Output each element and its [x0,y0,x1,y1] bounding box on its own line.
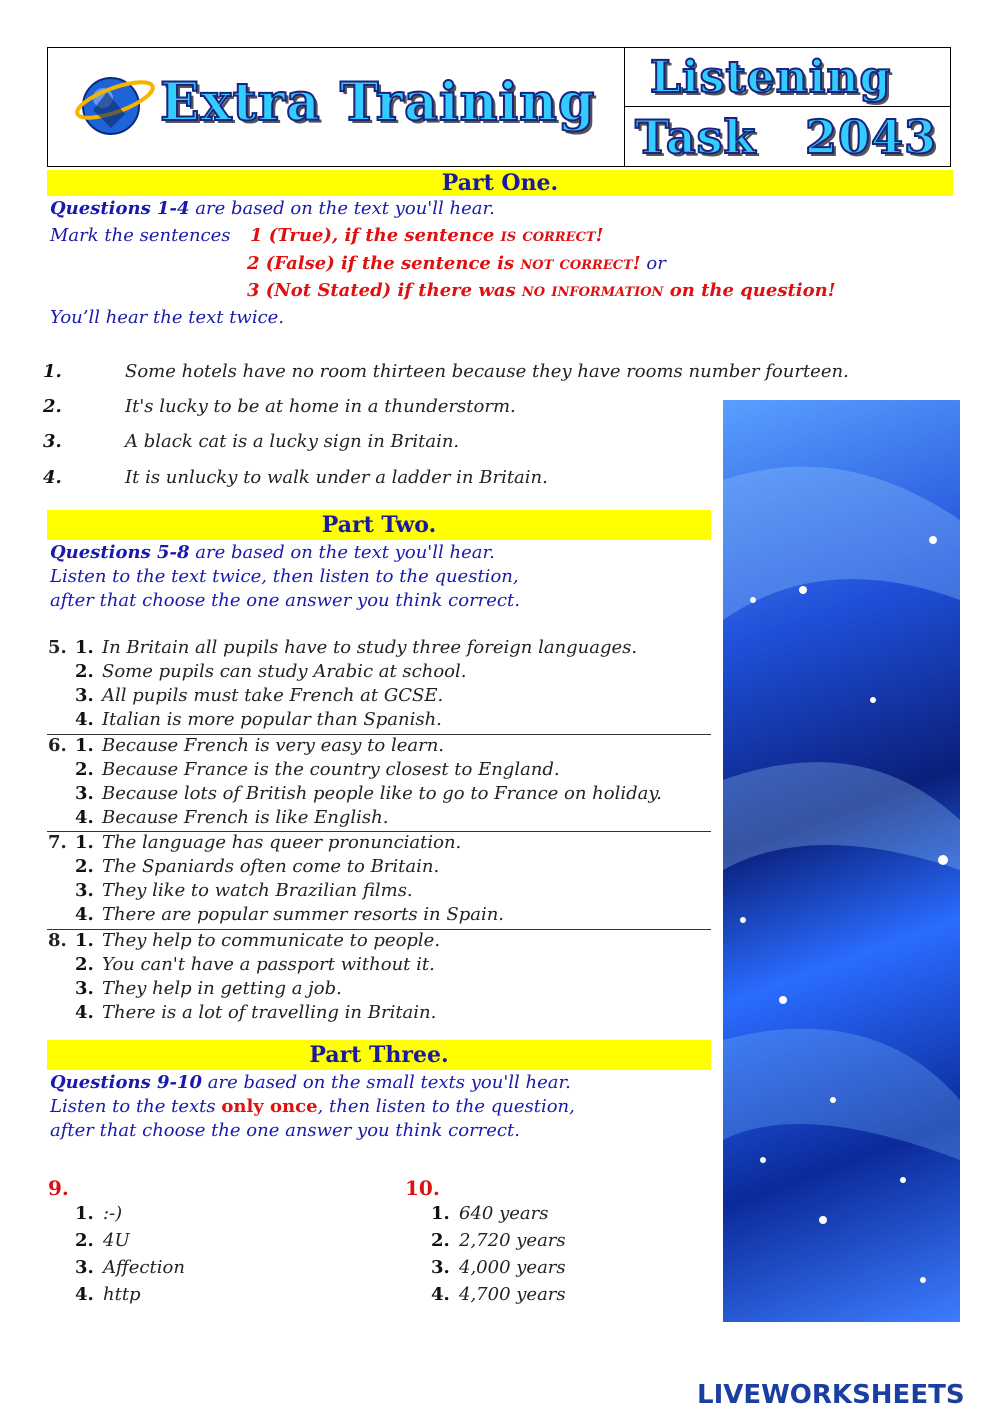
title-extra-training: Extra Training [160,72,596,133]
option-text: Because French is like English. [102,806,389,828]
part-one-intro [50,198,495,219]
option-number: 4. [75,1001,94,1023]
mark-intro: Mark the sentences [50,225,231,246]
option-text: You can't have a passport without it. [102,953,435,975]
option-number: 3. [75,880,94,901]
question-9-number: 9. [48,1176,69,1200]
option-text: 4,000 years [459,1257,566,1278]
option-text: 2,720 years [459,1230,566,1251]
question-range: Questions 1-4 [50,198,190,219]
sparkles-icon [723,400,960,1322]
option-ns-tail: on the question! [663,280,836,301]
option-true-emph: is correct! [500,225,604,246]
only-once: only once [221,1096,318,1117]
globe-icon [73,70,157,140]
option-text: 4U [103,1230,130,1251]
part-three-line2 [50,1096,575,1117]
option-text: They help to communicate to people. [102,929,441,951]
option-number: 3. [75,1257,94,1278]
option-text: :-) [103,1203,123,1224]
option-true [250,225,604,246]
decorative-satin-image [723,400,960,1322]
option-number: 1. [75,832,94,853]
option-not-stated [247,280,836,301]
list-item-text: Some hotels have no room thirteen because they have rooms number fourteen. [125,361,849,382]
part-two-heading: Part Two. [47,510,711,540]
option-false-emph: not correct! [520,253,641,274]
title-task: Task [635,110,757,164]
option-text: The Spaniards often come to Britain. [102,856,440,877]
question-10-number: 10. [405,1176,440,1200]
option-number: 3. [75,977,94,999]
option-text: The language has queer pronunciation. [102,832,462,853]
twice-note: You’ll hear the text twice. [50,307,285,328]
title-task-number: 2043 [805,110,938,164]
option-number: 4. [75,904,94,925]
part-two-line2: Listen to the text twice, then listen to the question, [50,566,519,587]
question-range: Questions 9-10 [50,1072,203,1093]
intro-text: are based on the small texts you'll hear. [202,1072,571,1093]
option-text: Because lots of British people like to go to France on holiday. [102,782,662,804]
title-listening: Listening [650,52,892,103]
option-number: 1. [75,929,94,951]
liveworksheets-logo: LIVEWORKSHEETS [697,1380,965,1410]
option-number: 4. [431,1284,450,1305]
option-text: In Britain all pupils have to study three foreign languages. [102,637,638,658]
part-three-line3: after that choose the one answer you think correct. [50,1120,520,1141]
option-number: 1. [75,734,94,756]
option-number: 3. [431,1257,450,1278]
option-ns-label: 3 (Not Stated) if there was [247,280,522,301]
option-number: 3. [75,685,94,706]
option-text: Because France is the country closest to England. [102,758,560,780]
option-number: 1. [75,637,94,658]
question-number: 8. [48,929,67,951]
option-text: http [103,1284,141,1305]
option-text: There is a lot of travelling in Britain. [102,1001,437,1023]
option-number: 1. [431,1203,450,1224]
option-number: 2. [75,856,94,877]
option-text: Because French is very easy to learn. [102,734,445,756]
option-text: 640 years [459,1203,549,1224]
option-number: 2. [431,1230,450,1251]
option-false-or: or [640,253,666,274]
question-number: 5. [48,637,67,658]
list-item-text: A black cat is a lucky sign in Britain. [125,431,460,452]
part-two-intro [50,542,495,563]
intro-text: are based on the text you'll hear. [189,542,495,563]
part-three-heading: Part Three. [47,1040,711,1070]
option-false [247,253,666,274]
option-number: 2. [75,953,94,975]
option-text: They like to watch Brazilian films. [102,880,413,901]
option-number: 4. [75,806,94,828]
list-item-text: It's lucky to be at home in a thunderstorm. [125,396,516,417]
option-ns-emph: no information [521,280,664,301]
option-text: Some pupils can study Arabic at school. [102,661,467,682]
part-one-heading: Part One. [47,170,953,196]
list-item-text: It is unlucky to walk under a ladder in Britain. [125,467,548,488]
question-number: 7. [48,832,67,853]
question-range: Questions 5-8 [50,542,190,563]
option-number: 1. [75,1203,94,1224]
intro-text: are based on the text you'll hear. [189,198,495,219]
option-number: 4. [75,709,94,730]
list-item: 2. [43,396,62,417]
option-number: 2. [75,661,94,682]
option-number: 2. [75,1230,94,1251]
part-two-line3: after that choose the one answer you think correct. [50,590,520,611]
option-text: 4,700 years [459,1284,566,1305]
option-text: There are popular summer resorts in Spain. [102,904,505,925]
line2-a: Listen to the texts [50,1096,222,1117]
part-three-intro [50,1072,571,1093]
option-true-label: 1 (True), if the sentence [250,225,501,246]
option-text: Affection [103,1257,185,1278]
option-text: Italian is more popular than Spanish. [102,709,442,730]
option-text: All pupils must take French at GCSE. [102,685,444,706]
option-number: 2. [75,758,94,780]
line2-c: , then listen to the question, [317,1096,575,1117]
option-text: They help in getting a job. [102,977,342,999]
header-divider [624,106,951,107]
option-false-label: 2 (False) if the sentence is [247,253,521,274]
list-item: 4. [43,467,62,488]
option-number: 3. [75,782,94,804]
question-number: 6. [48,734,67,756]
option-number: 4. [75,1284,94,1305]
list-item: 3. [43,431,62,452]
list-item: 1. [43,361,62,382]
